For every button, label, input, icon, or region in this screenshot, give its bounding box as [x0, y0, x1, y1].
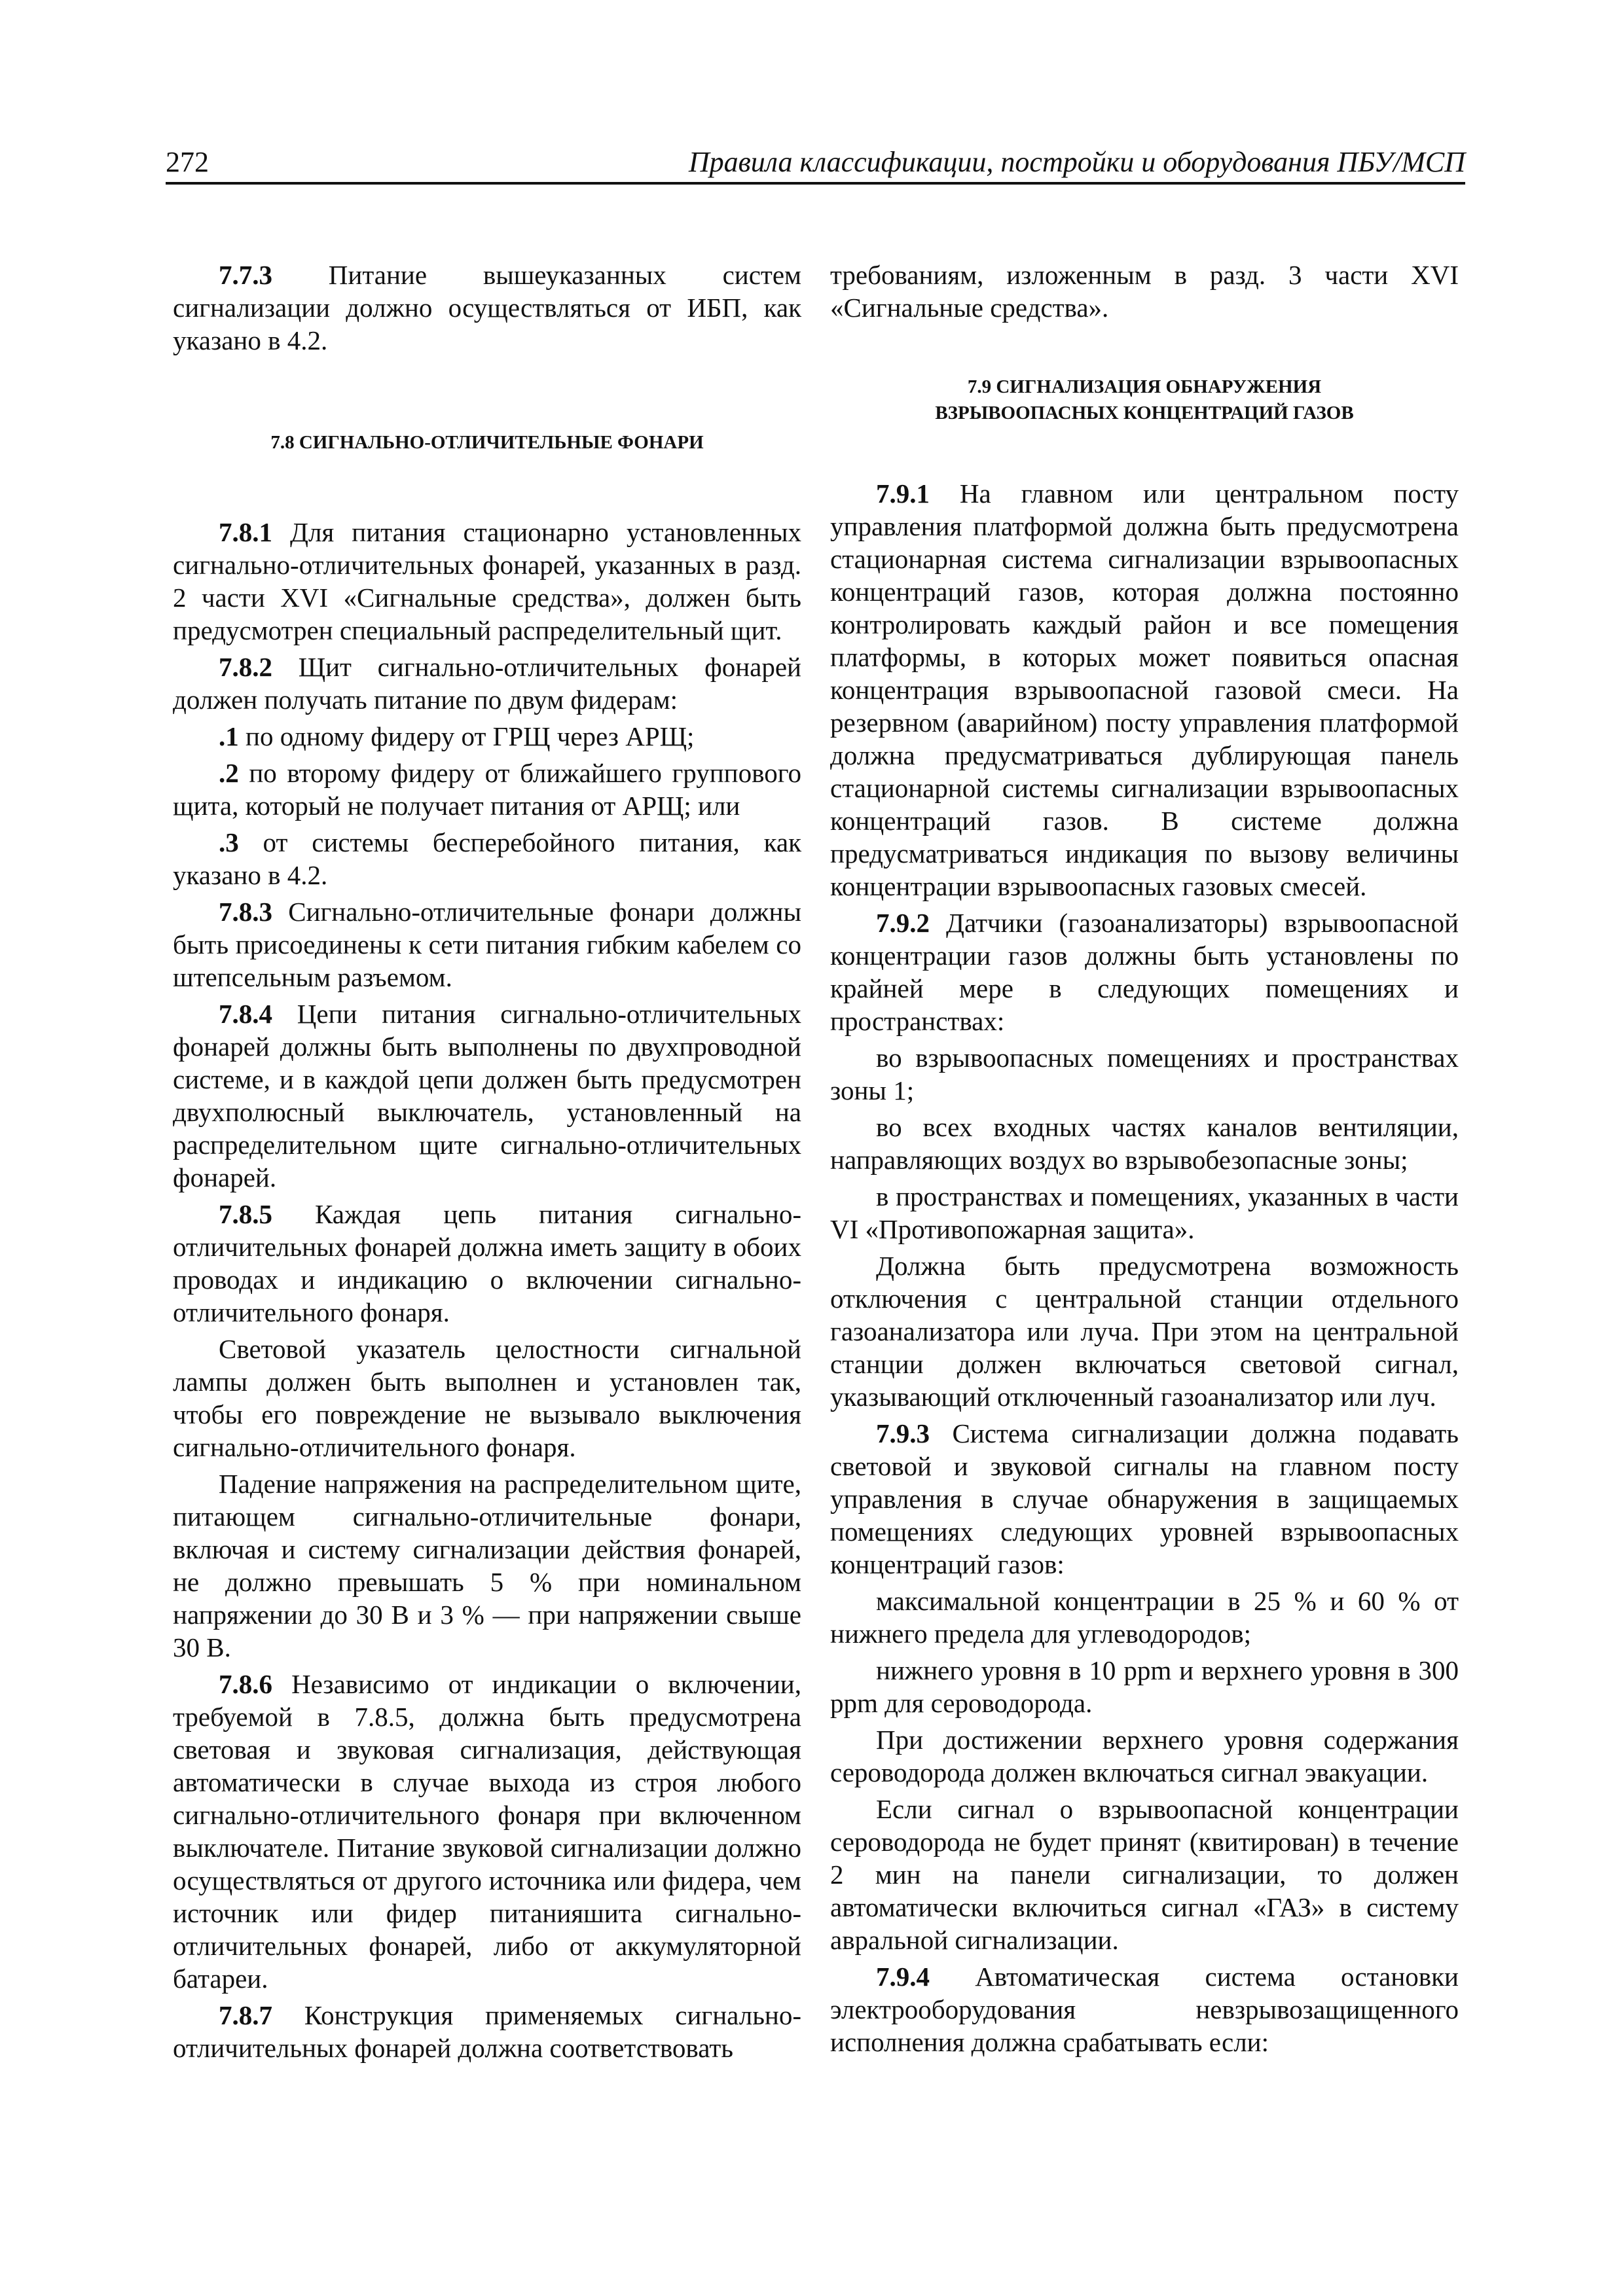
clause-text: Щит сигнально-отличительных фонарей должен получать питание по двум фидерам:	[173, 652, 801, 715]
paragraph-7-9-4	[830, 1960, 1459, 2058]
page-header	[166, 145, 1465, 185]
list-item-7-8-2-2	[173, 757, 801, 822]
list-item-hydrogen-sulfide: нижнего уровня в 10 ppm и верхнего уровня в 300 ppm для сероводорода.	[830, 1655, 1459, 1718]
paragraph-7-9-1	[830, 477, 1459, 903]
list-item-ventilation: во всех входных частях каналов вентиляции, направляющих воздух во взрывобезопасные зоны;	[830, 1112, 1459, 1175]
paragraph-7-8-3	[173, 895, 801, 994]
left-column	[173, 259, 801, 2068]
clause-number: 7.9.1	[876, 478, 930, 509]
paragraph-7-8-2	[173, 651, 801, 716]
clause-number: 7.9.3	[876, 1418, 930, 1448]
section-heading-7-9-line-1: 7.9 СИГНАЛИЗАЦИЯ ОБНАРУЖЕНИЯ	[967, 376, 1322, 397]
list-item-zone-1: во взрывоопасных помещениях и пространствах зоны 1;	[830, 1043, 1459, 1105]
paragraph-7-8-5-indicator: Световой указатель целостности сигнальной лампы должен быть выполнен и установлен так, чтобы его повреждение не вызывало выключения сигнально-отличительного фонаря.	[173, 1334, 801, 1462]
clause-number: 7.8.7	[219, 2000, 272, 2030]
clause-number: 7.8.2	[219, 652, 272, 682]
clause-number: 7.8.1	[219, 517, 272, 547]
item-number: .1	[219, 721, 239, 751]
clause-text: Цепи питания сигнально-отличительных фонарей должны быть выполнены по двухпроводной системе, и в каждой цепи должен быть предусмотрен двухполюсный выключатель, установленный на распределительном щите сигнально-отличительных фонарей.	[173, 999, 801, 1193]
list-item-7-8-2-3	[173, 826, 801, 891]
item-text: по второму фидеру от ближайшего группового щита, который не получает питания от АРЩ; или	[173, 758, 801, 821]
clause-text: На главном или центральном посту управления платформой должна быть предусмотрена стационарная система сигнализации взрывоопасных концентраций газов, которая должна постоянно контролировать каждый район и все помещения платформы, в которых может появиться опасная концентрация взрывоопасной газовой смеси. На резервном (аварийном) посту управления платформой должна предусматриваться дублирующая панель стационарной системы сигнализации взрывоопасных концентраций газов. В системе должна предусматриваться индикация по вызову величины концентрации взрывоопасных газовых смесей.	[830, 478, 1459, 901]
list-item-hydrocarbons: максимальной концентрации в 25 % и 60 % от нижнего предела для углеводородов;	[830, 1586, 1459, 1649]
clause-number: 7.9.4	[876, 1962, 930, 1992]
paragraph-7-7-3	[173, 259, 801, 357]
right-column	[830, 259, 1459, 2062]
paragraph-7-8-5	[173, 1198, 801, 1329]
clause-text: Питание вышеуказанных систем сигнализации должно осуществляться от ИБП, как указано в 4.2.	[173, 260, 801, 355]
clause-text: Сигнально-отличительные фонари должны быть присоединены к сети питания гибким кабелем со штепсельным разъемом.	[173, 897, 801, 992]
clause-text: Автоматическая система остановки электрооборудования невзрывозащищенного исполнения должна срабатывать если:	[830, 1962, 1459, 2057]
page-number: 272	[166, 146, 209, 178]
section-heading-7-9-line-2: ВЗРЫВООПАСНЫХ КОНЦЕНТРАЦИЙ ГАЗОВ	[935, 403, 1354, 423]
running-title: Правила классификации, постройки и оборудования ПБУ/МСП	[688, 146, 1465, 178]
clause-text: Система сигнализации должна подавать световой и звуковой сигналы на главном посту управления в случае обнаружения в защищаемых помещениях следующих уровней взрывоопасных концентраций газов:	[830, 1418, 1459, 1579]
clause-text: Конструкция применяемых сигнально-отличительных фонарей должна соответствовать	[173, 2000, 801, 2063]
paragraph-7-9-2-disconnect: Должна быть предусмотрена возможность отключения с центральной станции отдельного газоанализатора или луча. При этом на центральной станции должен включаться световой сигнал, указывающий отключенный газоанализатор или луч.	[830, 1251, 1459, 1412]
paragraph-7-8-4	[173, 997, 801, 1194]
clause-text: Датчики (газоанализаторы) взрывоопасной концентрации газов должны быть установлены по крайней мере в следующих помещениях и пространствах:	[830, 908, 1459, 1036]
paragraph-7-8-7-continued: требованиям, изложенным в разд. 3 части XVI «Сигнальные средства».	[830, 260, 1459, 323]
paragraph-7-9-3	[830, 1417, 1459, 1581]
clause-text: Каждая цепь питания сигнально-отличительных фонарей должна иметь защиту в обоих проводах и индикацию о включении сигнально-отличительного фонаря.	[173, 1199, 801, 1327]
clause-number: 7.7.3	[219, 260, 272, 290]
item-number: .2	[219, 758, 239, 788]
section-heading-7-8: 7.8 СИГНАЛЬНО-ОТЛИЧИТЕЛЬНЫЕ ФОНАРИ	[270, 432, 704, 453]
clause-number: 7.8.4	[219, 999, 272, 1029]
paragraph-7-8-1	[173, 516, 801, 647]
clause-number: 7.9.2	[876, 908, 930, 938]
clause-number: 7.8.5	[219, 1199, 272, 1229]
item-text: по одному фидеру от ГРЩ через АРЩ;	[238, 721, 695, 751]
item-text: от системы бесперебойного питания, как указано в 4.2.	[173, 827, 801, 890]
paragraph-7-9-3-evacuation: При достижении верхнего уровня содержания сероводорода должен включаться сигнал эвакуации.	[830, 1725, 1459, 1787]
paragraph-7-8-5-voltage: Падение напряжения на распределительном щите, питающем сигнально-отличительные фонари, включая и систему сигнализации действия фонарей, не должно превышать 5 % при номинальном напряжении до 30 В и 3 % — при напряжении свыше 30 В.	[173, 1469, 801, 1662]
list-item-part-vi: в пространствах и помещениях, указанных в части VI «Противопожарная защита».	[830, 1181, 1459, 1244]
item-number: .3	[219, 827, 239, 857]
list-item-7-8-2-1	[173, 720, 801, 753]
clause-number: 7.8.3	[219, 897, 272, 927]
paragraph-7-8-6	[173, 1668, 801, 1995]
paragraph-7-9-3-gas-alarm: Если сигнал о взрывоопасной концентрации сероводорода не будет принят (квитирован) в течение 2 мин на панели сигнализации, то должен автоматически включиться сигнал «ГАЗ» в систему авральной сигнализации.	[830, 1794, 1459, 1955]
clause-text: Независимо от индикации о включении, требуемой в 7.8.5, должна быть предусмотрена световая и звуковая сигнализация, действующая автоматически в случае выхода из строя любого сигнально-отличительного фонаря при включенном выключателе. Питание звуковой сигнализации должно осуществляться от другого источника или фидера, чем источник или фидер питанияшита сигнально-отличительных фонарей, либо от аккумуляторной батареи.	[173, 1669, 801, 1994]
clause-number: 7.8.6	[219, 1669, 272, 1699]
paragraph-7-9-2	[830, 906, 1459, 1037]
paragraph-7-8-7	[173, 1999, 801, 2064]
clause-text: Для питания стационарно установленных сигнально-отличительных фонарей, указанных в разд. 2 части XVI «Сигнальные средства», должен быть предусмотрен специальный распределительный щит.	[173, 517, 801, 645]
